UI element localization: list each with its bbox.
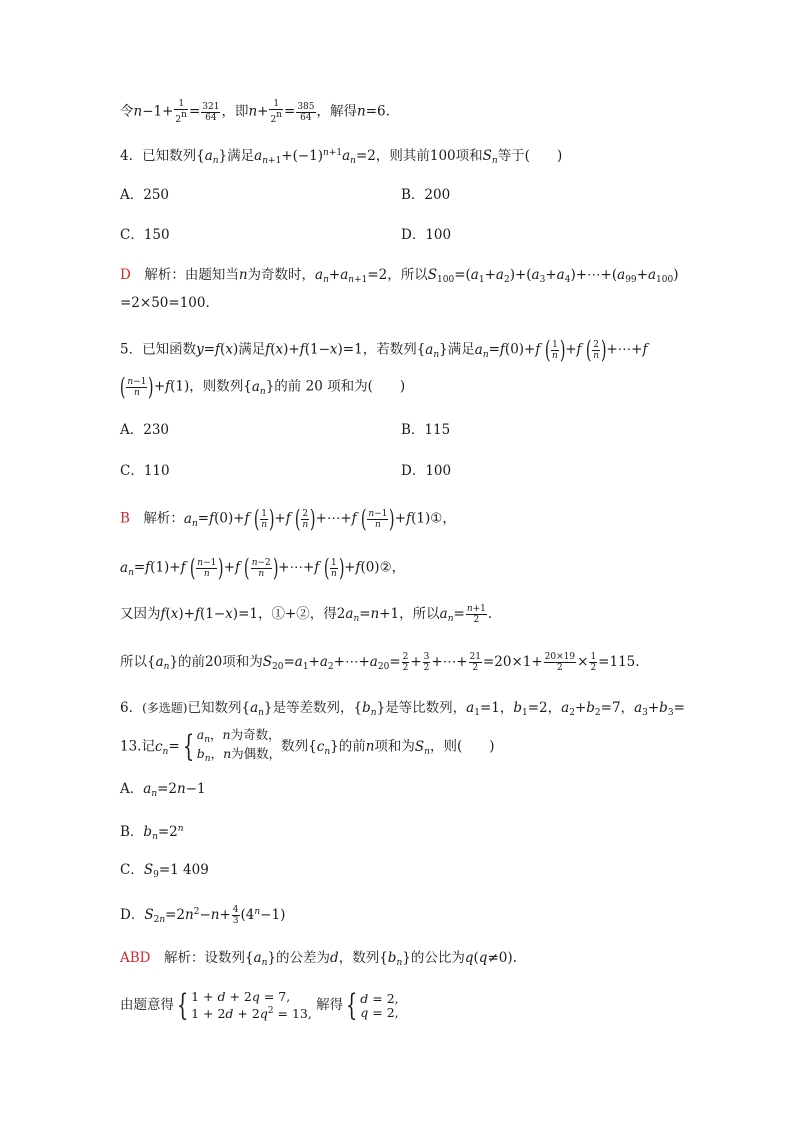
question-5-option-b[interactable]: B．115 bbox=[401, 422, 451, 438]
question-5-option-a[interactable]: A．230 bbox=[120, 422, 170, 438]
question-5-analysis-4: 所以$\{a_n\}$的前20项和为$S_{20}=a_1+a_2+\cdots+a_{20}=$ $\frac{2}{2}$ + $\frac{3}{2}$ +⋯+ $\frac{21}{2}$ =20×1+ $\frac{20\times 19}{2}$ × $\frac{1}{2}$ =115. bbox=[120, 652, 640, 673]
answer-badge: D bbox=[120, 267, 131, 283]
question-5-analysis-1: B 解析：$a_n=f(0)+f$ ( $\frac{1}{n}$ )+f ( $\frac{2}{n}$ )+⋯+f ( $\frac{n-1}{n}$ )+f(1)①， bbox=[120, 505, 456, 533]
question-5-analysis-3: 又因为f(x)+f(1−x)=1，①+②，得$2a_n=n+1$，所以$a_n=$ $\frac{n+1}{2}$ . bbox=[120, 604, 493, 625]
multi-choice-tag: (多选题) bbox=[142, 701, 188, 715]
question-4-analysis: D 解析：由题知当n为奇数时，$a_n+a_{n+1}=2$，所以$S_{100}=(a_1+a_2)+(a_3+a_4)+\cdots+(a_{99}+a_{100})$ bbox=[120, 267, 679, 285]
question-6-option-b[interactable]: B．$b_n=2^n$ bbox=[120, 824, 184, 842]
question-6-option-d[interactable]: D．$S_{2n}=2n^2-n+$ $\frac{4}{3}$ $(4^n-1)$ bbox=[120, 905, 286, 926]
question-4-option-c[interactable]: C．150 bbox=[120, 227, 170, 243]
question-6-option-c[interactable]: C．$S_9=1$ 409 bbox=[120, 862, 209, 880]
question-6-stem: 6．(多选题)已知数列$\{a_n\}$是等差数列，$\{b_n\}$是等比数列，$a_1=1$，$b_1=2$，$a_2+b_2=7$，$a_3+b_3=$ bbox=[120, 700, 685, 718]
question-4-option-b[interactable]: B．200 bbox=[401, 187, 451, 203]
question-5-stem: 5．已知函数y=f(x)满足f(x)+f(1−x)=1，若数列$\{a_n\}$满足$a_n=f(0)+f$ ( $\frac{1}{n}$ )+f ( $\frac{2}{n}$ )+⋯+f bbox=[120, 336, 648, 364]
question-4-analysis-cont: =2×50=100. bbox=[120, 295, 210, 311]
question-4-option-d[interactable]: D．100 bbox=[401, 227, 452, 243]
question-4-stem: 4．已知数列$\{a_n\}$满足$a_{n+1}+(-1)^{n+1}a_n=2$，则其前100项和$S_n$等于( ) bbox=[120, 148, 563, 166]
question-6-stem-cont: 13.记$c_n=${ $a_n$，n为奇数， $b_n$，n为偶数， 数列$\{c_n\}$的前n项和为$S_n$，则( ) bbox=[120, 727, 495, 764]
question-6-option-a[interactable]: A．$a_n=2n-1$ bbox=[120, 781, 206, 799]
question-5-stem-cont: ( $\frac{n-1}{n}$ )+f(1)，则数列$\{a_n\}$的前 20 项和为( ) bbox=[119, 373, 406, 401]
question-5-option-c[interactable]: C．110 bbox=[120, 463, 170, 479]
question-6-analysis-2: 由题意得{ 1 + d + 2q = 7, $1 + 2d + 2q^2 = 13$, 解得{ d = 2, q = 2, bbox=[120, 987, 399, 1023]
answer-badge: ABD bbox=[120, 950, 151, 966]
question-6-analysis-1: ABD 解析：设数列$\{a_n\}$的公差为d，数列$\{b_n\}$的公比为q(q≠0). bbox=[120, 950, 517, 968]
question-5-analysis-2: $a_n=f(1)+f$ ( $\frac{n-1}{n}$ )+f ( $\frac{n-2}{n}$ )+⋯+f ( $\frac{1}{n}$ )+f(0)②， bbox=[120, 554, 406, 582]
solution-line-top: 令n−1+ $\frac{1}{2^n}$ = $\frac{321}{64}$ ，即n+ $\frac{1}{2^n}$ = $\frac{385}{64}$ ，解得n=6. bbox=[120, 99, 390, 125]
question-4-option-a[interactable]: A．250 bbox=[120, 187, 170, 203]
answer-badge: B bbox=[120, 510, 130, 527]
question-5-option-d[interactable]: D．100 bbox=[401, 463, 452, 479]
